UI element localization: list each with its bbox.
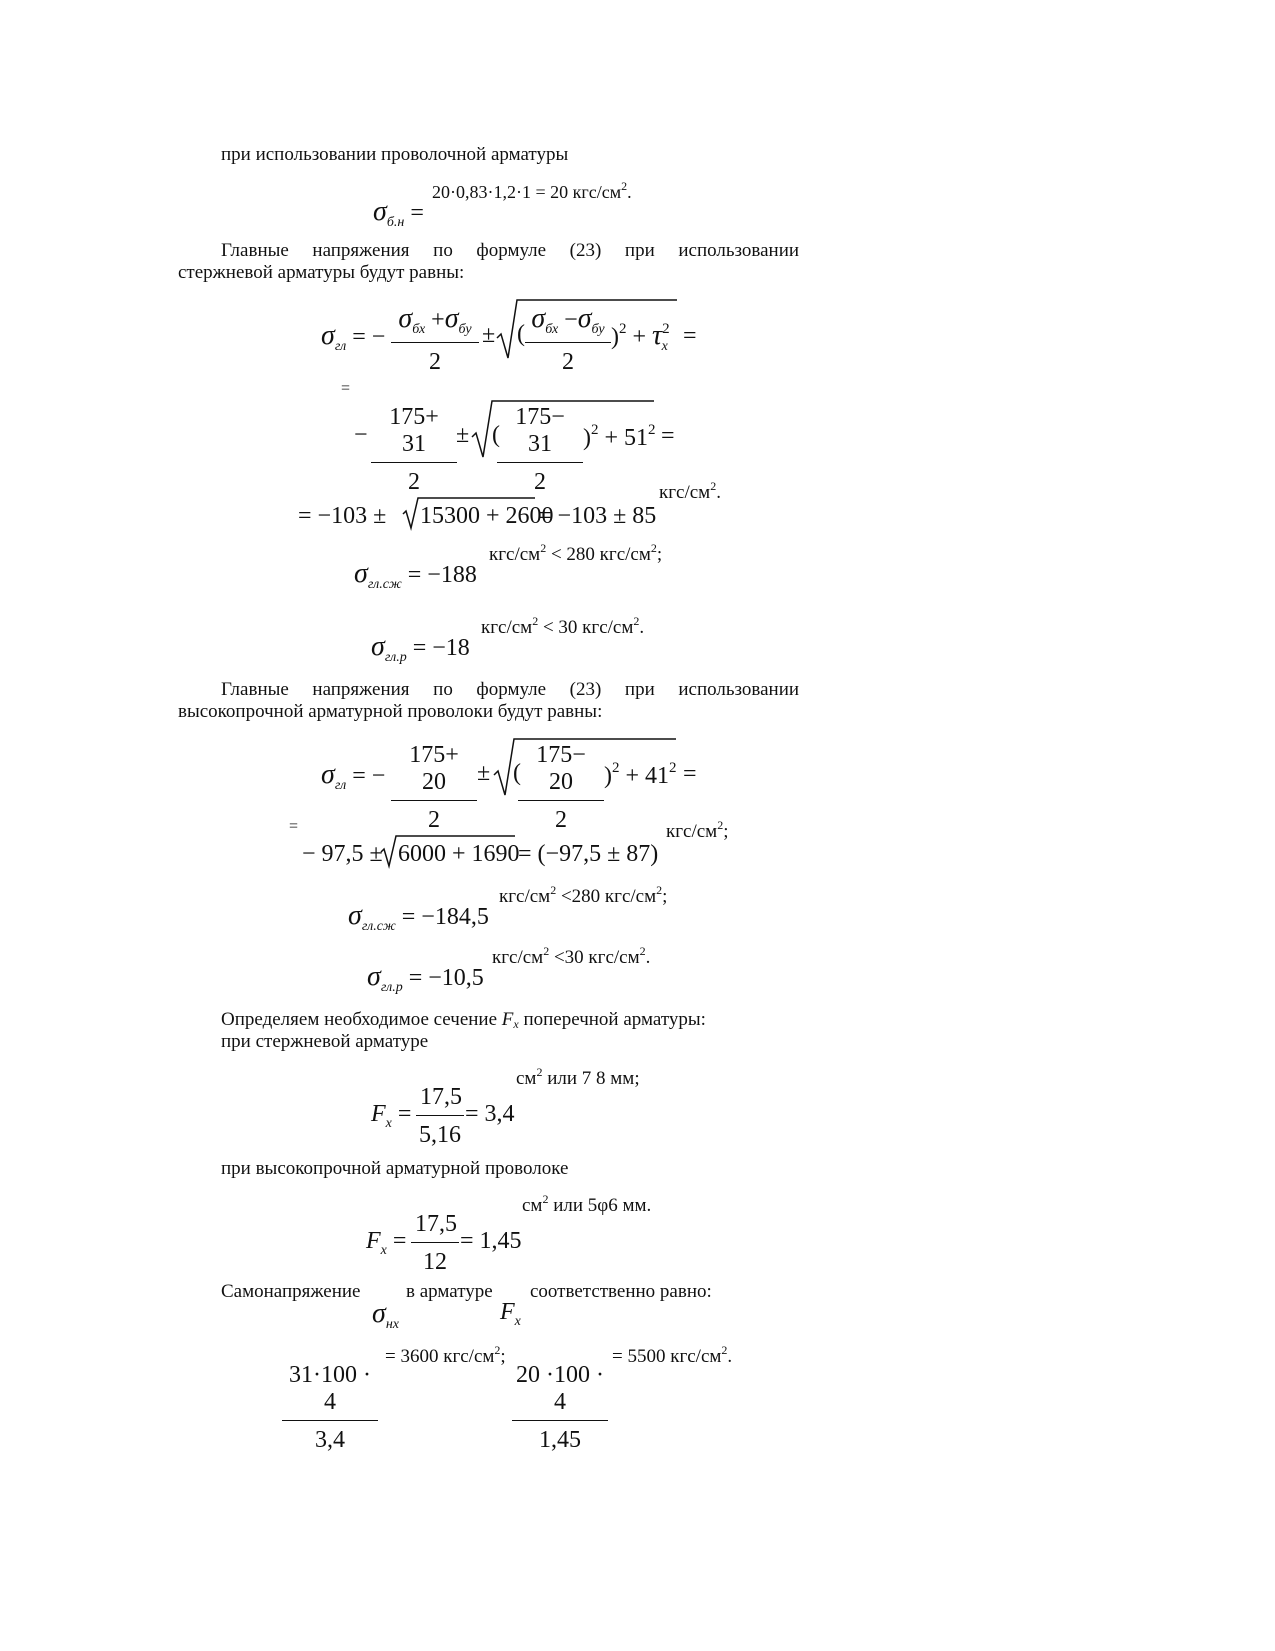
calc2-line2-b: = (−97,5 ± 87) <box>518 841 659 867</box>
equation-sigma-bn-symbol: $\sigma_{б.н}$ = <box>373 196 424 230</box>
calc2-equals-small: = <box>289 818 299 835</box>
paragraph-principal-wire-line2: высокопрочной арматурной проволоки будут равны: <box>178 701 603 722</box>
last-fraction-1: $\frac{31\cdot 100 \cdot 4}{3,4}$ <box>282 1362 378 1454</box>
calc2-unit: кгс/$см^2$; <box>666 818 729 842</box>
fx2-result: = 1,45 <box>460 1228 522 1254</box>
calc2-tension-note: кгс/$см^2 <30$ кгс/$см^2$. <box>492 944 651 968</box>
calc1-minus: − <box>354 422 368 448</box>
calc1-sigma-gl-r: $\sigma_{гл.р} = -18$ <box>371 631 470 665</box>
calc2-compress-note: кгс/$см^2 <280$ кгс/$см^2$; <box>499 883 668 907</box>
calc1-tail: )$^2 + 51^2$ <box>583 422 656 451</box>
calc1-line3-radicand: 15300 + 2600 <box>420 503 554 529</box>
formula-fraction-sum: $\sigma_{бх} +\sigma_{бу}$ 2 <box>391 303 479 376</box>
calc1-lpar: ( <box>492 422 500 448</box>
calc1-sigma-gl-sj: $\sigma_{гл.сж} = -188$ <box>354 558 477 592</box>
calc2-pm: ± <box>477 760 491 786</box>
paragraph-principal-rod-line2: стержневой арматуры будут равны: <box>178 262 465 283</box>
paragraph-wire: при использовании проволочной арматуры <box>221 144 569 165</box>
calc1-fraction-diff: $\frac{175- 31}{2}$ <box>497 404 583 496</box>
calc2-tail: )$^2 + 41^2$ <box>604 760 677 789</box>
formula-fraction-diff: $\sigma_{бх} -\sigma_{бу}$ 2 <box>525 303 611 376</box>
calc2-lpar: ( <box>513 760 521 786</box>
last-fraction-2: $\frac{20 \cdot 100 \cdot 4}{1,45}$ <box>512 1362 608 1454</box>
formula-pm: ± <box>482 322 496 348</box>
calc2-sigma-gl: $\sigma_{гл}$ = − <box>321 759 386 793</box>
formula-equals: = <box>683 323 697 349</box>
calc1-line3-b: = −103 ± 85 <box>538 503 657 529</box>
calc1-compress-note: кгс/$см^2 < 280$ кгс/$см^2$; <box>489 541 663 565</box>
calc1-unit: кгс/$см^2$. <box>659 479 721 503</box>
fx-symbol: $F_x$ <box>500 1299 521 1329</box>
calc2-fraction-diff: $\frac{175- 20}{2}$ <box>518 742 604 834</box>
fx1-fraction: $\frac{17,5}{5,16}$ <box>416 1084 464 1149</box>
calc1-pm: ± <box>456 422 470 448</box>
calc1-equals-small: = <box>341 380 351 397</box>
fx1-note: $см^2$ или 7 8 мм; <box>516 1065 640 1089</box>
paragraph-principal-rod: Главные напряжения по формуле (23) при использовании <box>221 240 800 261</box>
calc2-sigma-gl-r: $\sigma_{гл.р} = -10,5$ <box>367 961 484 995</box>
calc1-fraction-sum: $\frac{175+ 31}{2}$ <box>371 404 457 496</box>
calc2-fraction-sum: $\frac{175+ 20}{2}$ <box>391 742 477 834</box>
equation-sigma-bn-value: 20·0,83·1,2·1 = 20 кгс/$см^2$. <box>432 179 632 202</box>
fx1-symbol: $F_x$ = <box>371 1101 412 1131</box>
calc2-line2-radicand: 6000 + 1690 <box>398 841 520 867</box>
formula-lpar: ( <box>517 321 525 347</box>
paragraph-wire-2: при высокопрочной арматурной проволоке <box>221 1158 569 1179</box>
paragraph-self-stress-c: соответственно равно: <box>530 1281 712 1302</box>
calc1-tension-note: кгс/$см^2 < 30$ кгс/$см^2$. <box>481 614 645 638</box>
calc1-line3-a: = −103 ± <box>298 503 387 529</box>
paragraph-cross-section: Определяем необходимое сечение Fx поперечной арматуры: <box>221 1009 706 1031</box>
fx1-result: = 3,4 <box>465 1101 515 1127</box>
calc2-line2-a: − 97,5 ± <box>302 841 383 867</box>
paragraph-principal-wire: Главные напряжения по формуле (23) при использовании <box>221 679 800 700</box>
paragraph-self-stress-a: Самонапряжение <box>221 1281 361 1302</box>
calc1-equals: = <box>661 423 675 449</box>
formula-rpar-squared: )$^2 + \tau^2_x$ <box>611 320 670 354</box>
last-result-1: = 3600 кгс/$см^2$; <box>385 1343 506 1367</box>
last-result-2: = 5500 кгс/$см^2$. <box>612 1343 733 1367</box>
paragraph-self-stress-b: в арматуре <box>406 1281 493 1302</box>
formula-sigma-gl: $\sigma_{гл}$ = − <box>321 320 386 354</box>
sigma-nx-symbol: $\sigma_{нх}$ <box>372 1298 399 1332</box>
fx2-fraction: $\frac{17,5}{12}$ <box>411 1211 459 1276</box>
fx2-symbol: $F_x$ = <box>366 1228 407 1258</box>
fx2-note: $см^2$ или 5φ6 мм. <box>522 1192 652 1216</box>
calc2-sigma-gl-sj: $\sigma_{гл.сж} = -184,5$ <box>348 900 489 934</box>
paragraph-rod: при стержневой арматуре <box>221 1031 429 1052</box>
calc2-equals: = <box>683 761 697 787</box>
